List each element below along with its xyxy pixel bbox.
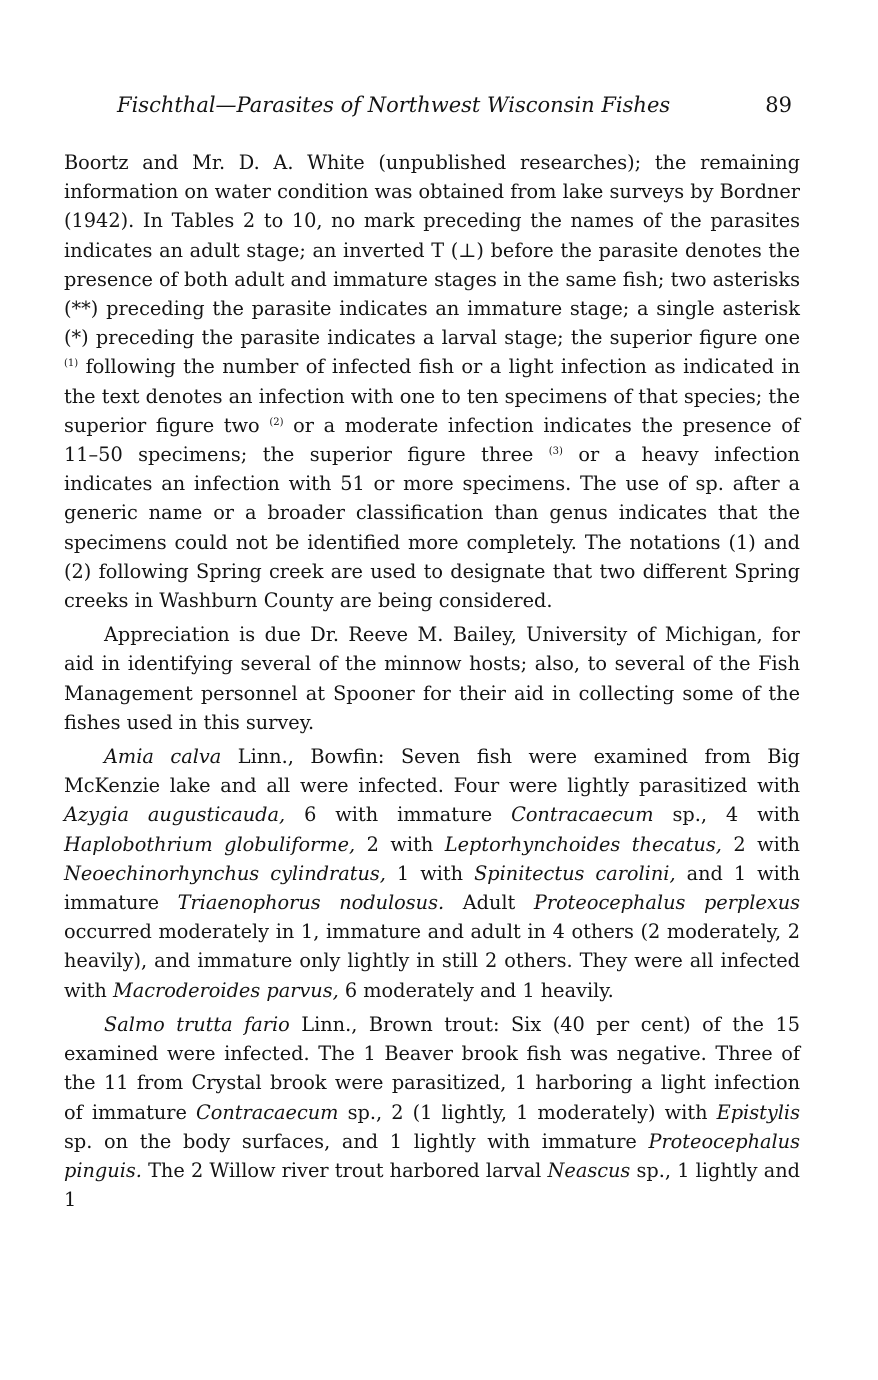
text-run: following the number of infected fish or a light infection as indicated in the text denotes an infection with one to ten specimens of that species; the superior figure two (64, 355, 800, 437)
text-run: Adult (444, 891, 534, 915)
superscript-one: (1) (64, 358, 79, 370)
text-run: Linn., Bowfin: Seven fish were examined from Big McKenzie lake and all were infected. Four were lightly parasitized with (64, 745, 800, 798)
parasite-name: Haplobothrium globuliforme, (64, 832, 356, 856)
text-run: 6 moderately and 1 heavily. (338, 978, 614, 1002)
text-run: 6 with immature (285, 803, 512, 827)
text-run: or a heavy infection indicates an infection with 51 or more specimens. The use of sp. after a generic name or a broader classification than genus indicates that the specimens could not be identified more completely. The notations (1) and (2) following Spring creek are used to designate that two different Spring creeks in Washburn County are being considered. (64, 443, 800, 613)
running-title: Fischthal—Parasites of Northwest Wisconsin Fishes (117, 93, 671, 117)
text-run: sp., 1 lightly and 1 (64, 1158, 800, 1212)
paragraph-notation (64, 148, 800, 615)
parasite-name: Neascus (547, 1158, 631, 1182)
parasite-name: Azygia augusticauda, (64, 803, 286, 827)
text-run: 2 with (355, 832, 445, 856)
parasite-name: Proteocephalus perplexus (533, 891, 801, 915)
parasite-name: Contracaecum (196, 1100, 339, 1124)
body-text (64, 148, 800, 1219)
parasite-name: Macroderoides parvus, (112, 978, 339, 1002)
text-run: 2 with (721, 832, 800, 856)
text-run: and 1 with immature (64, 861, 800, 915)
text-run: sp. on the body surfaces, and 1 lightly with immature (64, 1129, 649, 1153)
parasite-name: Triaenophorus nodulosus. (177, 891, 445, 915)
species-name: Amia calva (104, 745, 222, 769)
paragraph-brown-trout (64, 1010, 800, 1214)
parasite-name: Epistylis (716, 1100, 800, 1124)
text-run: 1 with (385, 861, 475, 885)
paragraph-acknowledgement (64, 620, 800, 737)
page-header (0, 88, 878, 122)
parasite-name: Spinitectus carolini, (474, 861, 676, 885)
parasite-name: Neoechinorhynchus cylindratus, (64, 861, 386, 885)
text-run: Appreciation is due Dr. Reeve M. Bailey, University of Michigan, for aid in identifying several of the minnow hosts; also, to several of the Fish Management personnel at Spooner for their aid in collecting some of the fishes used in this survey. (64, 623, 800, 734)
text-run: Linn., Brown trout: Six (40 per cent) of the 15 examined were infected. The 1 Beaver brook fish was negative. Three of the 11 from Crystal brook were parasitized, 1 harboring a light infection of immature (64, 1012, 800, 1124)
species-name: Salmo trutta fario (104, 1012, 290, 1036)
text-run: sp., 2 (1 lightly, 1 moderately) with (338, 1100, 717, 1124)
parasite-name: Leptorhynchoides thecatus, (444, 832, 722, 856)
parasite-name: Proteocephalus pinguis. (64, 1129, 800, 1182)
text-run: occurred moderately in 1, immature and adult in 4 others (2 moderately, 2 heavily), and immature only lightly in still 2 others. They were all infected with (64, 920, 800, 1002)
text-run: sp., 4 with (653, 803, 800, 827)
superscript-two: (2) (269, 416, 284, 428)
page-number: 89 (765, 93, 792, 117)
text-run: The 2 Willow river trout harbored larval (141, 1158, 548, 1182)
text-run: Boortz and Mr. D. A. White (unpublished researches); the remaining information on water condition was obtained from lake surveys by Bordner (1942). In Tables 2 to 10, no mark preceding the names of the parasites indicates an adult stage; an inverted T (⊥) before the parasite denotes the presence of both adult and immature stages in the same fish; two asterisks (**) preceding the parasite indicates an immature stage; a single asterisk (*) preceding the parasite indicates a larval stage; the superior figure one (64, 151, 800, 350)
text-run: or a moderate infection indicates the presence of 11–50 specimens; the superior figure three (64, 413, 800, 467)
paragraph-bowfin (64, 742, 800, 1005)
parasite-name: Contracaecum (511, 803, 654, 827)
superscript-three: (3) (548, 446, 563, 458)
